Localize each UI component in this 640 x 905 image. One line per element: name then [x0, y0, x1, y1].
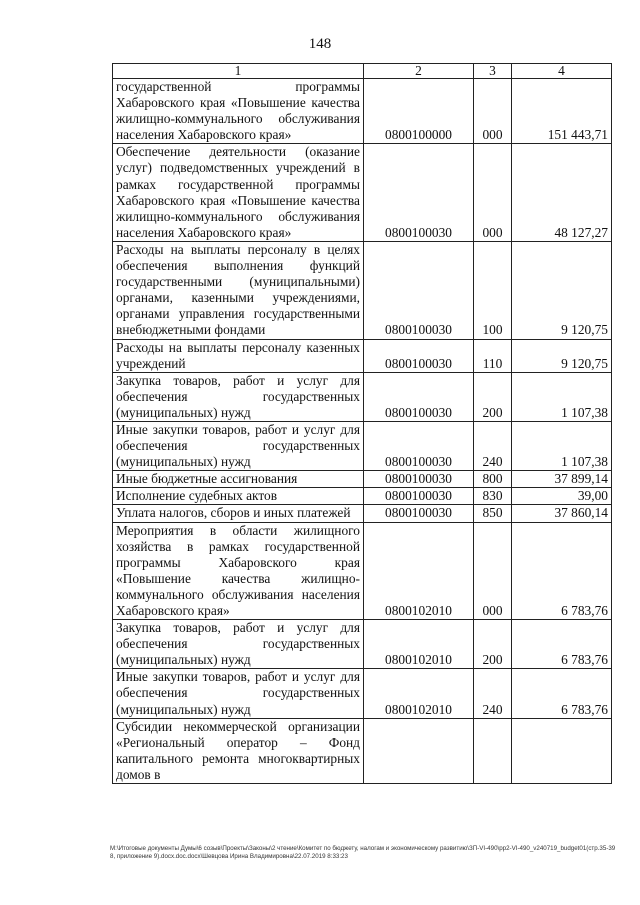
- row-type: 800: [474, 471, 512, 488]
- table-row: [113, 488, 612, 505]
- row-type: 830: [474, 488, 512, 505]
- page-number: 148: [308, 36, 332, 52]
- row-amount: 48 127,27: [512, 144, 612, 242]
- row-type: 000: [474, 522, 512, 620]
- row-type: 200: [474, 620, 512, 669]
- row-code: 0800100030: [364, 488, 474, 505]
- row-code: 0800100030: [364, 372, 474, 421]
- row-amount: 9 120,75: [512, 241, 612, 339]
- row-code: 0800100030: [364, 505, 474, 522]
- row-name: Иные закупки товаров, работ и услуг для обеспечения государственных (муниципальных) нужд: [113, 669, 364, 718]
- table-row: [113, 522, 612, 620]
- row-amount: 151 443,71: [512, 79, 612, 144]
- table-row: [113, 372, 612, 421]
- row-name: Исполнение судебных актов: [113, 488, 364, 505]
- table-row: [113, 79, 612, 144]
- row-type: 000: [474, 79, 512, 144]
- row-name: Закупка товаров, работ и услуг для обеспечения государственных (муниципальных) нужд: [113, 372, 364, 421]
- row-code: [364, 718, 474, 783]
- row-code: 0800100030: [364, 471, 474, 488]
- table-row: [113, 241, 612, 339]
- row-amount: 1 107,38: [512, 372, 612, 421]
- row-type: 100: [474, 241, 512, 339]
- row-code: 0800100030: [364, 144, 474, 242]
- row-code: 0800100000: [364, 79, 474, 144]
- row-amount: 6 783,76: [512, 522, 612, 620]
- column-header: 2: [364, 64, 474, 79]
- row-type: [474, 718, 512, 783]
- table-row: [113, 339, 612, 372]
- table-row: [113, 620, 612, 669]
- row-name: Мероприятия в области жилищного хозяйства в рамках государственной программы Хабаровского края «Повышение качества жилищно-коммунального обслуживания населения Хабаровского края»: [113, 522, 364, 620]
- row-amount: 37 860,14: [512, 505, 612, 522]
- table-row: [113, 144, 612, 242]
- row-name: государственной программы Хабаровского края «Повышение качества жилищно-коммунального обслуживания населения Хабаровского края»: [113, 79, 364, 144]
- row-code: 0800102010: [364, 620, 474, 669]
- row-amount: 39,00: [512, 488, 612, 505]
- row-name: Иные бюджетные ассигнования: [113, 471, 364, 488]
- row-code: 0800100030: [364, 339, 474, 372]
- table-header-row: [113, 64, 612, 79]
- row-name: Иные закупки товаров, работ и услуг для обеспечения государственных (муниципальных) нужд: [113, 421, 364, 470]
- row-name: Уплата налогов, сборов и иных платежей: [113, 505, 364, 522]
- row-type: 200: [474, 372, 512, 421]
- document-path-footer: M:\Итоговые документы Думы\6 созыв\Проекты\Законы\2 чтение\Комитет по бюджету, налогам и экономическому развитию\ЗП-VI-490\рр2-VI-490_v240719_budget01(стр.35-398, приложение 9).docx.doc.docx\Шевцова Ирина Владимировна\22.07.2019 8:33:23: [110, 845, 616, 860]
- column-header: 1: [113, 64, 364, 79]
- table-row: [113, 718, 612, 783]
- row-amount: [512, 718, 612, 783]
- row-code: 0800102010: [364, 522, 474, 620]
- row-code: 0800100030: [364, 241, 474, 339]
- row-code: 0800102010: [364, 669, 474, 718]
- column-header: 4: [512, 64, 612, 79]
- row-name: Расходы на выплаты персоналу в целях обеспечения выполнения функций государственными (муниципальными) органами, казенными учреждениями, органами управления государственными внебюджетными фондами: [113, 241, 364, 339]
- row-name: Обеспечение деятельности (оказание услуг) подведомственных учреждений в рамках государственной программы Хабаровского края «Повышение качества жилищно-коммунального обслуживания населения Хабаровского края»: [113, 144, 364, 242]
- column-header: 3: [474, 64, 512, 79]
- row-amount: 37 899,14: [512, 471, 612, 488]
- row-type: 000: [474, 144, 512, 242]
- row-name: Расходы на выплаты персоналу казенных учреждений: [113, 339, 364, 372]
- row-name: Закупка товаров, работ и услуг для обеспечения государственных (муниципальных) нужд: [113, 620, 364, 669]
- row-code: 0800100030: [364, 421, 474, 470]
- row-amount: 9 120,75: [512, 339, 612, 372]
- row-amount: 6 783,76: [512, 669, 612, 718]
- row-type: 240: [474, 669, 512, 718]
- row-amount: 6 783,76: [512, 620, 612, 669]
- row-type: 850: [474, 505, 512, 522]
- row-name: Субсидии некоммерческой организации «Региональный оператор – Фонд капитального ремонта многоквартирных домов в: [113, 718, 364, 783]
- table-row: [113, 669, 612, 718]
- table-row: [113, 421, 612, 470]
- table-row: [113, 471, 612, 488]
- row-type: 110: [474, 339, 512, 372]
- row-amount: 1 107,38: [512, 421, 612, 470]
- row-type: 240: [474, 421, 512, 470]
- table-row: [113, 505, 612, 522]
- budget-table: [112, 63, 612, 784]
